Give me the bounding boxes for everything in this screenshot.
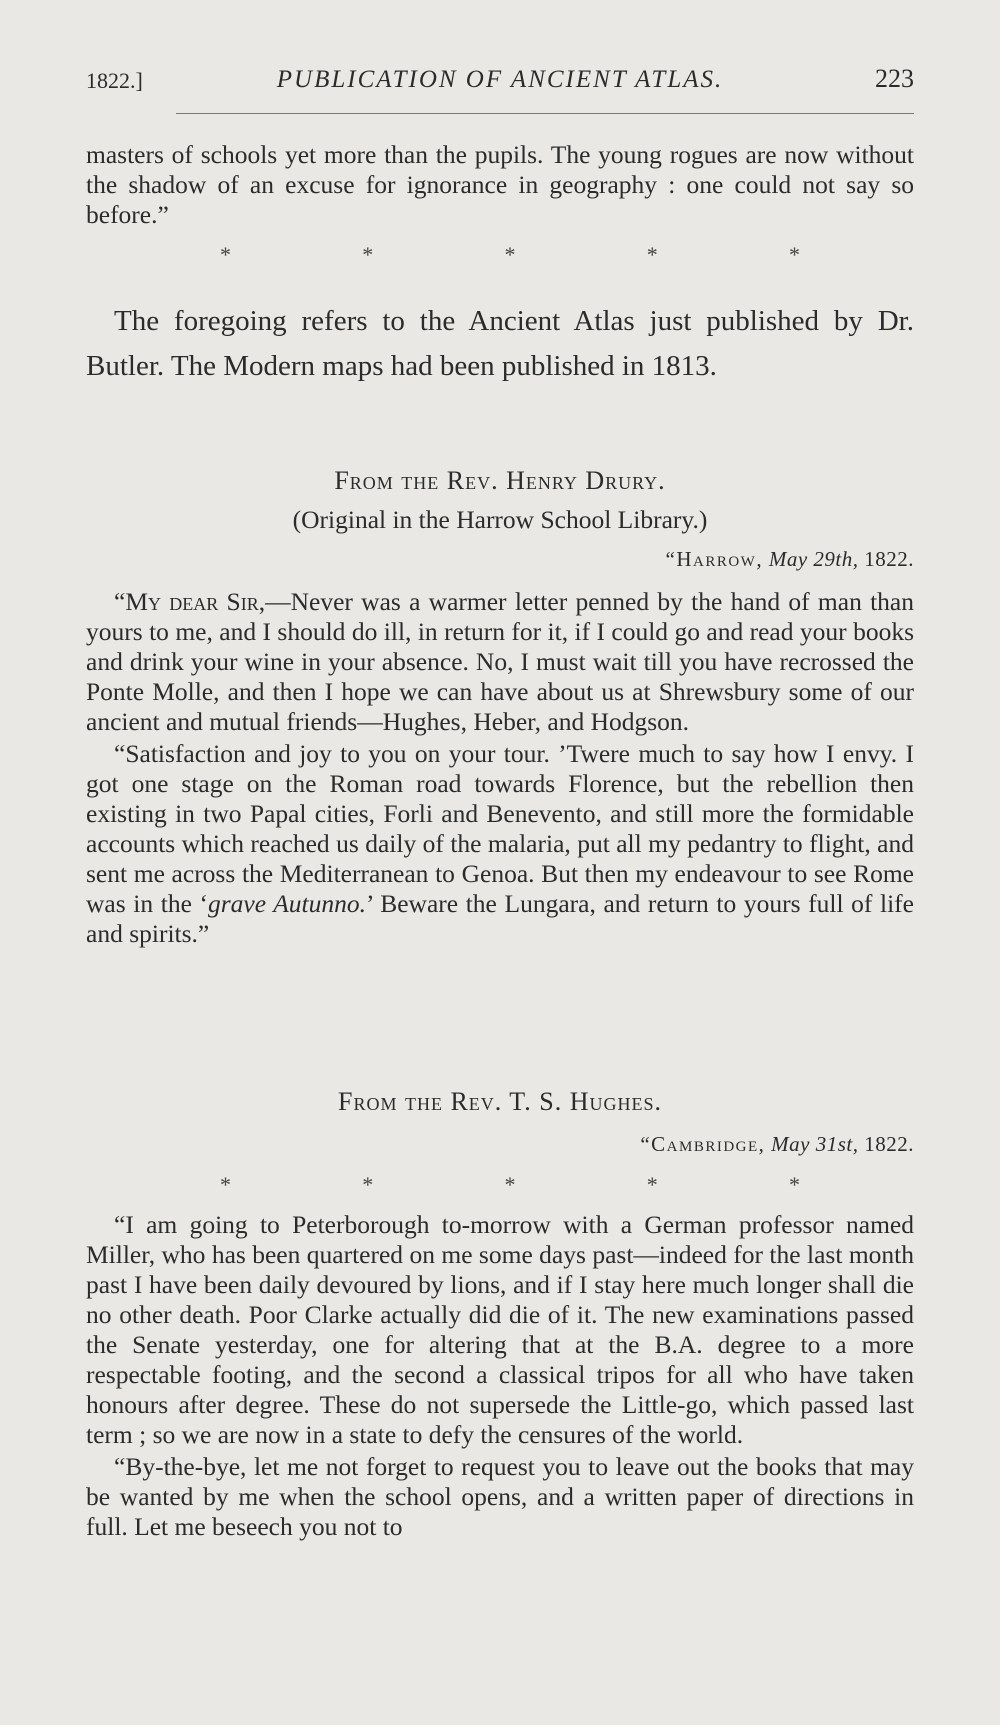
asterisk: *: [789, 242, 800, 267]
commentary: [86, 299, 914, 389]
dateline-place: “Cambridge,: [640, 1132, 766, 1156]
dateline-date: May 29th,: [768, 547, 859, 571]
running-title: PUBLICATION OF ANCIENT ATLAS.: [276, 66, 724, 93]
running-header: [86, 62, 914, 102]
asterisk: *: [220, 1172, 231, 1197]
drury-paragraph-1: [86, 587, 914, 737]
asterisk: *: [220, 242, 231, 267]
drury-letter-heading: From the Rev. Henry Drury.: [334, 466, 666, 495]
dateline-year: 1822.: [864, 547, 914, 571]
hughes-paragraph-1: “I am going to Peterborough to-morrow with a German professor named Miller, who has been quartered on me some days past—indeed for the last month past I have been daily devoured by lions, and if I stay here much longer shall die no other death. Poor Clarke actually did die of it. The new examinations passed the Senate yesterday, one for altering that at the B.A. degree to a more respectable footing, and the second a classical tripos for all who have taken honours after degree. These do not supersede the Little-go, which passed last term ; so we are now in a state to defy the censures of the world.: [86, 1210, 914, 1449]
header-rule: [176, 113, 914, 114]
page-number: 223: [875, 64, 914, 93]
asterisk-separator: [220, 242, 800, 268]
asterisk: *: [789, 1172, 800, 1197]
drury-paragraph-1-text: —Never was a warmer letter penned by the hand of man than yours to me, and I should do ill, in return for it, if I could go and read your books and drink your wine in your absence. No, I must wait till you have recrossed the Ponte Molle, and then I hope we can have about us at Shrewsbury some of our ancient and mutual friends—Hughes, Heber, and Hodgson.: [86, 587, 914, 736]
drury-paragraph-2: [86, 739, 914, 949]
hughes-paragraph-2: “By-the-bye, let me not forget to request you to leave out the books that may be wanted by me when the school opens, and a written paper of directions in full. Let me beseech you not to: [86, 1452, 914, 1541]
drury-italic-phrase: grave Autunno.: [208, 889, 367, 918]
hughes-letter-heading: From the Rev. T. S. Hughes.: [337, 1087, 663, 1116]
dateline-date: May 31st,: [771, 1132, 859, 1156]
asterisk: *: [646, 242, 658, 267]
dateline-place: “Harrow,: [665, 547, 764, 571]
commentary-text: The foregoing refers to the Ancient Atlas just published by Dr. Butler. The Modern maps had been published in 1813.: [86, 305, 914, 382]
drury-dateline: [666, 547, 914, 572]
hughes-letter-body: [86, 1210, 914, 1542]
asterisk: *: [362, 242, 374, 267]
drury-paragraph-2-text: “Satisfaction and joy to you on your tour. ’Twere much to say how I envy. I got one stage on the Roman road towards Florence, but the rebellion then existing in two Papal cities, Forli and Benevento, and still more the formidable accounts which reached us daily of the malaria, put all my pedantry to flight, and sent me across the Mediterranean to Genoa. But then my endeavour to see Rome was in the ‘: [86, 739, 914, 918]
drury-letter-subheading: (Original in the Harrow School Library.): [292, 505, 708, 534]
asterisk-separator: [220, 1172, 800, 1198]
intro-letter-text: masters of schools yet more than the pupils. The young rogues are now without the shadow of an excuse for ignorance in geography : one could not say so before.”: [86, 140, 914, 229]
asterisk: *: [362, 1172, 374, 1197]
intro-letter-end: [86, 140, 914, 230]
dateline-year: 1822.: [864, 1132, 914, 1156]
header-year: 1822.]: [86, 68, 143, 93]
hughes-dateline: [640, 1132, 914, 1157]
drury-letter-body: [86, 587, 914, 949]
drury-paragraph-2-end: ’ Beware the Lungara, and return to yours full of life and spirits.”: [86, 889, 914, 948]
salutation: “My dear Sir,: [114, 587, 266, 616]
asterisk: *: [646, 1172, 658, 1197]
asterisk: *: [504, 242, 516, 267]
asterisk: *: [504, 1172, 516, 1197]
